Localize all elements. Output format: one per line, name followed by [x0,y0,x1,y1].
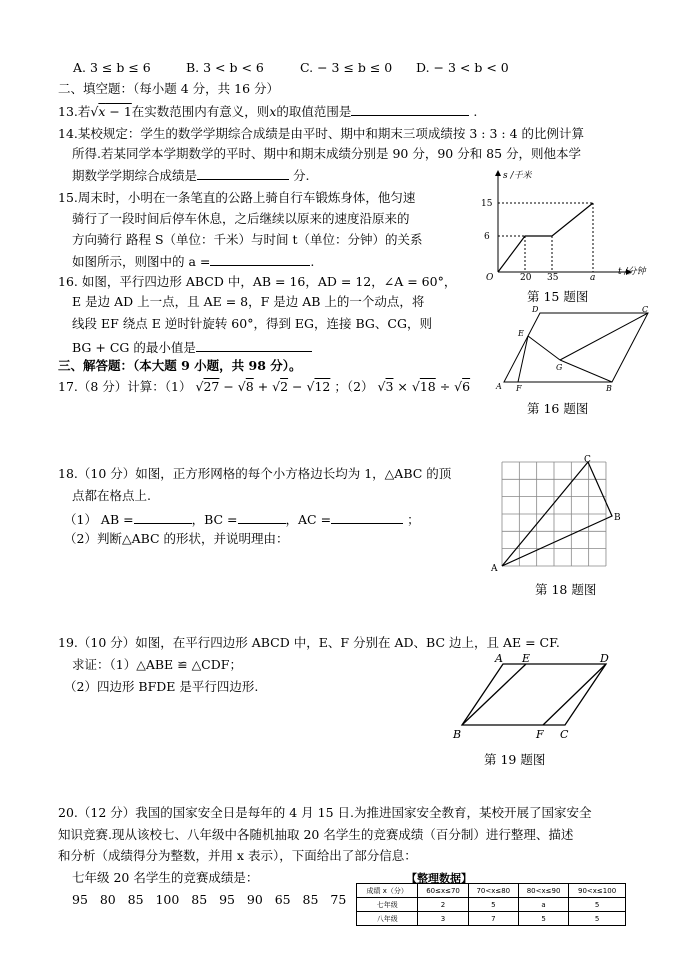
figure-18-grid [488,454,621,574]
q12-option-d: D. − 3 < b < 0 [416,60,509,75]
q12-option-b: B. 3 < b < 6 [186,60,264,75]
fig16-label-e: E [518,329,524,338]
question-14-line1: 14.某校规定：学生的数学学期综合成绩是由平时、期中和期末三项成绩按 3 : 3 : 4 的比例计算 [58,126,585,141]
question-20-line2: 知识竞赛.现从该校七、八年级中各随机抽取 20 名学生的竞赛成绩（百分制）进行整理、描述 [58,827,574,842]
fig19-label-a: A [495,652,503,665]
figure-18-caption: 第 18 题图 [535,582,597,597]
fig19-label-c: C [560,728,569,741]
question-15-line1: 15.周末时，小明在一条笔直的公路上骑自行车锻炼身体，他匀速 [58,190,416,205]
q12-option-c: C. − 3 ≤ b ≤ 0 [300,60,393,75]
question-16-line1: 16. 如图，平行四边形 ABCD 中，AB = 16，AD = 12，∠A = 60°， [58,274,457,289]
fig16-label-c: C [642,305,649,314]
fig18-label-b: B [614,513,621,523]
fig16-label-a: A [496,382,502,391]
graph15-origin: O [486,273,494,283]
graph15-xtick-a: a [590,273,596,283]
fig16-label-b: B [606,384,612,393]
table-cell: a [518,898,568,912]
figure-15-caption: 第 15 题图 [527,289,589,304]
question-16-line4: BG + CG 的最小值是 [72,340,312,355]
graph15-xlabel: t /分钟 [618,267,646,277]
grade7-scores: 95 80 85 100 85 95 90 65 85 75 [72,892,347,907]
question-14-line3: 期数学学期综合成绩是 分. [72,168,310,183]
grade-stats-table [356,883,626,926]
question-13: 13.若√x − 1在实数范围内有意义，则x的取值范围是 . [58,104,478,119]
fig18-label-a: A [491,564,498,574]
table-cell: 7 [468,912,518,926]
graph15-xtick-20: 20 [520,273,532,283]
figure-19-diagram [448,650,624,742]
fig18-label-c: C [584,455,591,465]
graph15-ytick-6: 6 [484,232,490,242]
question-20-line1: 20.（12 分）我国的国家安全日是每年的 4 月 15 日.为推进国家安全教育，某校开展了国家安全 [58,805,592,820]
fig19-label-e: E [522,652,531,665]
figure-16-caption: 第 16 题图 [527,401,589,416]
fig16-label-f: F [516,384,522,393]
table-row [357,898,626,912]
table-header-cell: 成绩 x（分） [357,884,418,898]
graph15-xtick-35: 35 [547,273,559,283]
question-20-line3: 和分析（成绩得分为整数，并用 x 表示），下面给出了部分信息： [58,848,417,863]
question-15-line3: 方向骑行 路程 S（单位：千米）与时间 t（单位：分钟）的关系 [72,232,423,247]
fig16-label-d: D [532,305,539,314]
figure-16-diagram [490,303,660,395]
figure-15-graph [476,166,648,282]
table-cell: 2 [418,898,468,912]
table-header-cell: 60≤x≤70 [418,884,468,898]
question-15-line4: 如图所示，则图中的 a = . [72,254,315,269]
table-cell: 5 [569,912,626,926]
question-19-line1: 19.（10 分）如图，在平行四边形 ABCD 中，E、F 分别在 AD、BC 边上，且 AE = CF. [58,635,560,650]
section-2-heading: 二、填空题：（每小题 4 分，共 16 分） [58,81,280,96]
table-cell: 5 [468,898,518,912]
graph15-ytick-15: 15 [481,199,493,209]
question-16-line2: E 是边 AD 上一点，且 AE = 8，F 是边 AB 上的一个动点，将 [72,294,425,309]
question-19-line3: （2）四边形 BFDE 是平行四边形. [64,679,259,694]
table-cell: 3 [418,912,468,926]
question-18-line2: 点都在格点上. [72,488,151,503]
question-16-line3: 线段 EF 绕点 E 逆时针旋转 60°，得到 EG，连接 BG、CG，则 [72,316,432,331]
table-header-cell: 70<x≤80 [468,884,518,898]
table-cell: 七年级 [357,898,418,912]
question-15-line2: 骑行了一段时间后停车休息，之后继续以原来的速度沿原来的 [72,211,410,226]
fig19-label-f: F [536,728,544,741]
table-title: 【整理数据】 [406,872,472,885]
table-header-row [357,884,626,898]
q12-option-a: A. 3 ≤ b ≤ 6 [73,60,151,75]
question-18-line4: （2）判断△ABC 的形状，并说明理由： [64,531,289,546]
question-20-line4: 七年级 20 名学生的竞赛成绩是： [72,870,259,885]
question-14-line2: 所得.若某同学本学期数学的平时、期中和期末成绩分别是 90 分，90 分和 85 分，则他本学 [72,146,582,161]
question-19-line2: 求证：（1）△ABE ≌ △CDF； [72,657,242,672]
section-3-heading: 三、解答题：（本大题 9 小题，共 98 分）。 [58,358,302,373]
question-17: 17.（8 分）计算：（1） √27 − √8 + √2 − √12 ；（2） √3 × √18 ÷ √6 [58,379,471,394]
fig19-label-d: D [600,652,609,665]
table-cell: 5 [518,912,568,926]
fig16-label-g: G [556,363,563,372]
table-cell: 八年级 [357,912,418,926]
table-header-cell: 80<x≤90 [518,884,568,898]
table-header-cell: 90<x≤100 [569,884,626,898]
figure-19-caption: 第 19 题图 [484,752,546,767]
table-cell: 5 [569,898,626,912]
question-18-line1: 18.（10 分）如图，正方形网格的每个小方格边长均为 1，△ABC 的顶 [58,466,452,481]
fig19-label-b: B [453,728,462,741]
graph15-ylabel: s /千米 [503,171,532,181]
table-row [357,912,626,926]
question-18-line3: （1） AB = ，BC = ，AC = ； [64,512,420,527]
